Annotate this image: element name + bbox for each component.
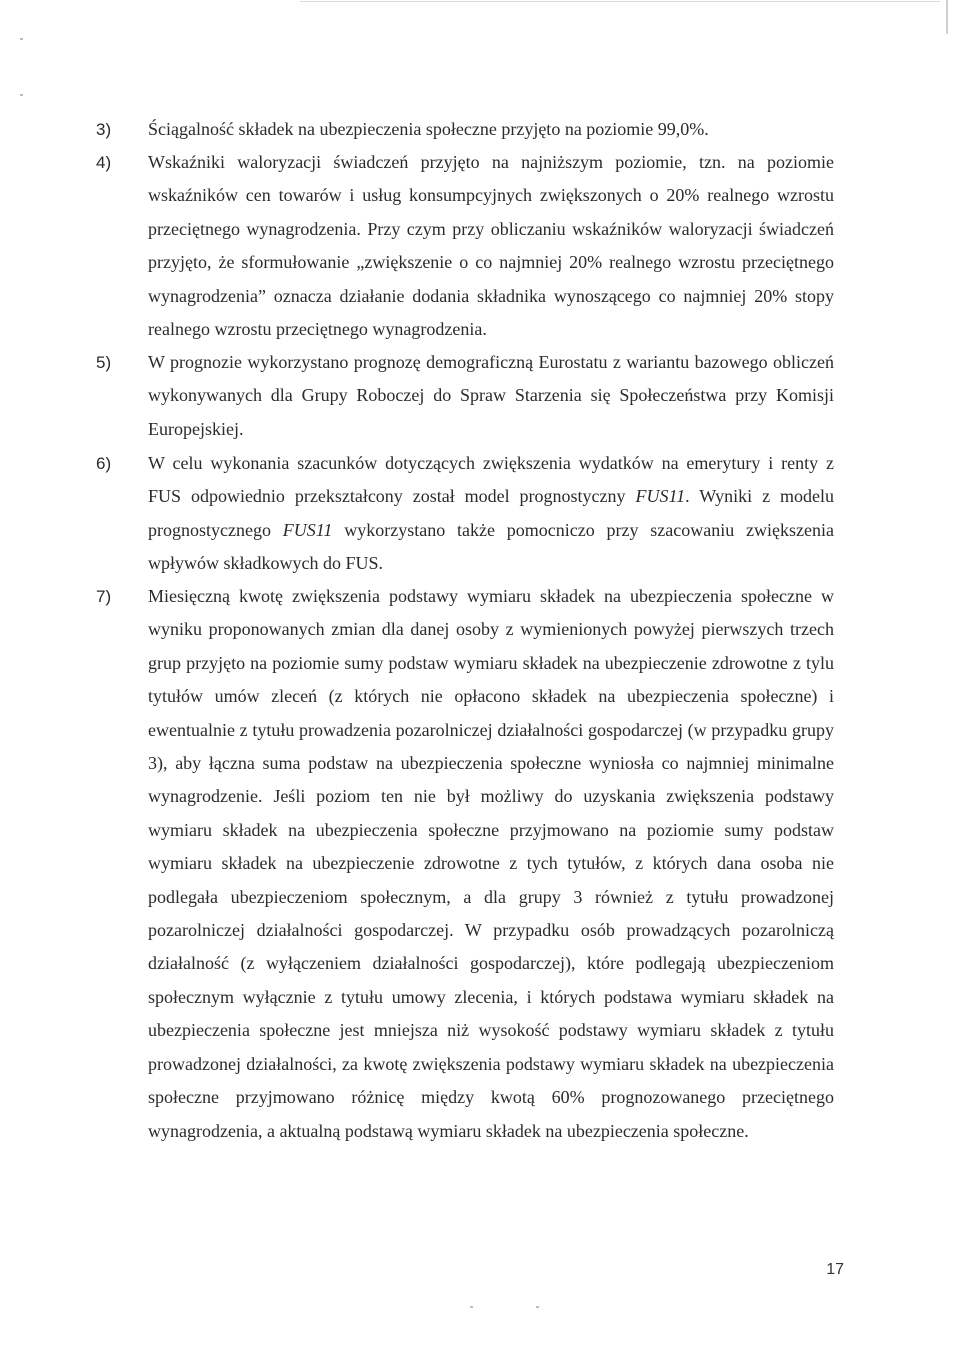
list-item-number: 6) bbox=[96, 454, 112, 473]
scan-speck bbox=[20, 38, 23, 40]
text-segment: W celu wykonania szacunków dotyczących zwiększenia wydatków na emerytury i renty z FUS odpowiednio przekształcony został model prognostyczny bbox=[148, 453, 834, 507]
list-item-number: 7) bbox=[96, 587, 112, 606]
page-number: 17 bbox=[826, 1261, 844, 1278]
scan-speck bbox=[536, 1306, 539, 1308]
model-name: FUS11 bbox=[635, 486, 686, 507]
scan-edge-mark bbox=[946, 0, 948, 34]
list-item-number: 5) bbox=[96, 353, 112, 372]
scan-edge-line bbox=[300, 1, 940, 2]
list-item-text: Wskaźniki waloryzacji świadczeń przyjęto na najniższym poziomie, tzn. na poziomie wskaźników cen towarów i usług konsumpcyjnych zwiększonych o 20% realnego wzrostu przeciętnego wynagrodzenia. Przy czym przy obliczaniu wskaźników waloryzacji świadczeń przyjęto, że sformułowanie „zwiększenie o co najmniej 20% realnego wzrostu przeciętnego wynagrodzenia” oznacza działanie dodania składnika wynoszącego co najmniej 20% stopy realnego wzrostu przeciętnego wynagrodzenia. bbox=[148, 152, 834, 340]
list-item-text bbox=[148, 447, 834, 581]
list-item-text: W prognozie wykorzystano prognozę demograficzną Eurostatu z wariantu bazowego obliczeń wykonywanych dla Grupy Roboczej do Spraw Starzenia się Społeczeństwa przy Komisji Europejskiej. bbox=[148, 352, 834, 439]
scan-speck bbox=[20, 94, 23, 96]
list-item-number: 3) bbox=[96, 120, 112, 139]
text-segment: wykorzystano także pomocniczo przy szacowaniu zwiększenia wpływów składkowych do FUS. bbox=[148, 519, 834, 574]
scan-speck bbox=[470, 1306, 473, 1308]
list-item-text: Miesięczną kwotę zwiększenia podstawy wymiaru składek na ubezpieczenia społeczne w wyniku proponowanych zmian dla danej osoby z wymienionych powyżej pierwszych trzech grup przyjęto na poziomie sumy podstaw wymiaru składek na ubezpieczenie zdrowotne z tylu tytułów umów zleceń (z których nie opłacono składek na ubezpieczenia społeczne) i ewentualnie z tytułu prowadzenia pozarolniczej działalności gospodarczej (w przypadku grupy 3), aby łączna suma podstaw na ubezpieczenia społeczne wyniosła co najmniej minimalne wynagrodzenie. Jeśli poziom ten nie był możliwy do uzyskania zwiększenia podstawy wymiaru składek na ubezpieczenia społeczne przyjmowano na poziomie sumy podstaw wymiaru składek na ubezpieczenie zdrowotne z tych tytułów, z których dana osoba nie podlegała ubezpieczeniom społecznym, a dla grupy 3 również z tytułu prowadzonej pozarolniczej działalności gospodarczej. W przypadku osób prowadzących pozarolniczą działalność (z wyłączeniem działalności gospodarczej), które podlegają ubezpieczeniom społecznym wyłącznie z tytułu umowy zlecenia, i których podstawa wymiaru składek na ubezpieczenia społeczne jest mniejsza niż wysokość podstawy wymiaru składek z tytułu prowadzonej działalności, za kwotę zwiększenia podstawy wymiaru składek na ubezpieczenia społeczne przyjmowano różnicę między kwotą 60% prognozowanego przeciętnego wynagrodzenia, a aktualną podstawą wymiaru składek na ubezpieczenia społeczne. bbox=[148, 586, 834, 1141]
model-name: FUS11 bbox=[282, 519, 333, 540]
text-segment: . Wyniki z modelu prognostycznego bbox=[148, 486, 834, 540]
list-item-text: Ściągalność składek na ubezpieczenia społeczne przyjęto na poziomie 99,0%. bbox=[148, 119, 709, 139]
list-item-number: 4) bbox=[96, 153, 112, 172]
